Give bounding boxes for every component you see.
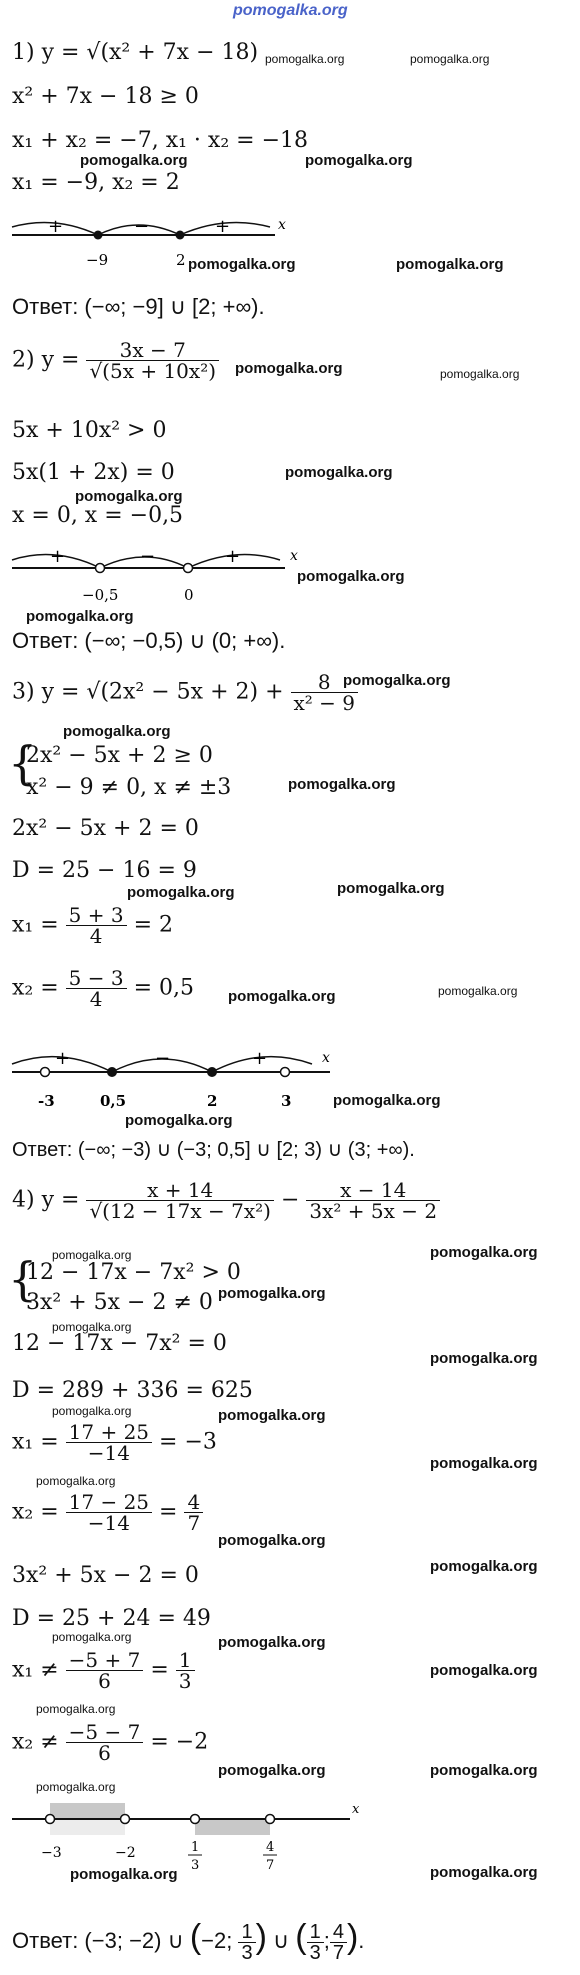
watermark: pomogalka.org <box>218 1634 326 1651</box>
watermark: pomogalka.org <box>396 256 504 273</box>
p3-sign-2: − <box>155 1048 171 1069</box>
p2-roots: x = 0, x = −0,5 <box>12 503 184 528</box>
watermark: pomogalka.org <box>70 1866 178 1883</box>
watermark: pomogalka.org <box>36 1780 116 1794</box>
watermark: pomogalka.org <box>440 367 520 381</box>
p2-answer: Ответ: (−∞; −0,5) ∪ (0; +∞). <box>12 628 286 653</box>
p1-answer: Ответ: (−∞; −9] ∪ [2; +∞). <box>12 294 265 319</box>
p4-tick-1: −3 <box>41 1845 62 1861</box>
watermark: pomogalka.org <box>75 488 183 505</box>
watermark: pomogalka.org <box>288 776 396 793</box>
watermark: pomogalka.org <box>410 52 490 66</box>
p3-tick-4: 3 <box>281 1092 292 1110</box>
p1-vieta: x₁ + x₂ = −7, x₁ · x₂ = −18 <box>12 128 308 153</box>
p3-sign-3: + <box>252 1048 268 1069</box>
p1-function: 1) y = √(x² + 7x − 18) <box>12 40 259 65</box>
watermark: pomogalka.org <box>63 723 171 740</box>
watermark: pomogalka.org <box>188 256 296 273</box>
p4-root-2: x₂ = $\frac{17 - 25}{-14}$ = $\frac{4}{7}$ <box>12 1492 203 1533</box>
watermark: pomogalka.org <box>235 360 343 377</box>
p1-axis-label: x <box>278 217 286 233</box>
p3-tick-2: 0,5 <box>100 1092 127 1110</box>
watermark: pomogalka.org <box>297 568 405 585</box>
p2-inequality: 5x + 10x² > 0 <box>12 418 167 443</box>
p4-equation-1: 12 − 17x − 7x² = 0 <box>12 1331 227 1356</box>
watermark: pomogalka.org <box>343 672 451 689</box>
p4-root-1: x₁ = $\frac{17 + 25}{-14}$ = −3 <box>12 1420 217 1465</box>
p3-sign-1: + <box>55 1048 71 1069</box>
watermark: pomogalka.org <box>127 884 235 901</box>
p3-tick-1: -3 <box>38 1092 55 1110</box>
p3-equation: 2x² − 5x + 2 = 0 <box>12 816 199 841</box>
watermark: pomogalka.org <box>430 1244 538 1261</box>
watermark: pomogalka.org <box>26 608 134 625</box>
p4-answer: Ответ: (−3; −2) ∪ (−2; $\frac{1}{3}$ ) ∪ ( $\frac{1}{3}$ ; $\frac{4}{7}$ ). <box>12 1918 365 1964</box>
watermark: pomogalka.org <box>430 1762 538 1779</box>
watermark: pomogalka.org <box>218 1407 326 1424</box>
p2-tick-2: 0 <box>184 586 194 604</box>
watermark: pomogalka.org <box>80 152 188 169</box>
watermark: pomogalka.org <box>52 1320 132 1334</box>
p3-function: 3) y = √(2x² − 5x + 2) + $\frac{8}{\text{x² − 9}}$ <box>12 672 358 713</box>
p1-roots: x₁ = −9, x₂ = 2 <box>12 170 180 195</box>
p3-axis-label: x <box>322 1050 330 1066</box>
watermark: pomogalka.org <box>333 1092 441 1109</box>
p4-discriminant-1: D = 289 + 336 = 625 <box>12 1378 253 1403</box>
watermark: pomogalka.org <box>218 1762 326 1779</box>
p3-answer: Ответ: (−∞; −3) ∪ (−3; 0,5] ∪ [2; 3) ∪ (3; +∞). <box>12 1139 415 1161</box>
p4-number-line <box>0 1795 380 1885</box>
p2-sign-2: − <box>140 546 156 567</box>
watermark: pomogalka.org <box>430 1350 538 1367</box>
watermark: pomogalka.org <box>218 1285 326 1302</box>
p2-axis-label: x <box>290 548 298 564</box>
p4-tick-4-den: 7 <box>266 1858 275 1873</box>
watermark: pomogalka.org <box>438 984 518 998</box>
p4-root-3: x₁ ≠ $\frac{-5 + 7}{6}$ = $\frac{1}{3}$ <box>12 1650 195 1691</box>
watermark: pomogalka.org <box>36 1702 116 1716</box>
p2-number-line <box>0 538 320 608</box>
p3-system-line-1: 2x² − 5x + 2 ≥ 0 <box>26 743 213 768</box>
p4-system-brace: { <box>8 1252 38 1306</box>
p1-sign-1: + <box>48 216 64 237</box>
watermark: pomogalka.org <box>337 880 445 897</box>
p4-tick-3-den: 3 <box>191 1858 200 1873</box>
watermark: pomogalka.org <box>228 988 336 1005</box>
p4-tick-2: −2 <box>115 1845 136 1861</box>
watermark: pomogalka.org <box>430 1864 538 1881</box>
p3-number-line <box>0 1040 360 1120</box>
watermark-top: pomogalka.org <box>233 2 348 19</box>
watermark: pomogalka.org <box>285 464 393 481</box>
p2-factored: 5x(1 + 2x) = 0 <box>12 460 175 485</box>
p3-discriminant: D = 25 − 16 = 9 <box>12 858 197 883</box>
p2-tick-1: −0,5 <box>82 586 119 604</box>
p1-inequality: x² + 7x − 18 ≥ 0 <box>12 84 199 109</box>
watermark: pomogalka.org <box>52 1404 132 1418</box>
watermark: pomogalka.org <box>430 1662 538 1679</box>
watermark: pomogalka.org <box>218 1532 326 1549</box>
watermark: pomogalka.org <box>430 1558 538 1575</box>
watermark: pomogalka.org <box>36 1474 116 1488</box>
p4-discriminant-2: D = 25 + 24 = 49 <box>12 1606 211 1631</box>
p3-tick-3: 2 <box>207 1092 218 1110</box>
watermark: pomogalka.org <box>430 1455 538 1472</box>
p1-sign-3: + <box>215 216 231 237</box>
p4-system-line-1: 12 − 17x − 7x² > 0 <box>26 1260 241 1285</box>
watermark: pomogalka.org <box>265 52 345 66</box>
p3-root-1: x₁ = $\frac{5 + 3}{4}$ = 2 <box>12 903 174 948</box>
p4-axis-label: x <box>352 1802 360 1817</box>
p4-function: 4) y = $\frac{x + 14}{\text{√(12 − 17x − 7x²)}}$ − $\frac{x - 14}{\text{3x² + 5x − 2}}$ <box>12 1180 440 1221</box>
p1-tick-2: 2 <box>176 251 186 269</box>
watermark: pomogalka.org <box>305 152 413 169</box>
p4-tick-3-num: 1 <box>191 1840 200 1855</box>
p2-function: 2) y = $\frac{3x - 7}{\text{√(5x + 10x²)}}$ <box>12 340 219 381</box>
p1-sign-2: − <box>134 216 150 237</box>
p2-sign-3: + <box>225 546 241 567</box>
p4-system-line-2: 3x² + 5x − 2 ≠ 0 <box>26 1290 213 1315</box>
watermark: pomogalka.org <box>52 1248 132 1262</box>
p2-sign-1: + <box>50 546 66 567</box>
p4-tick-4-num: 4 <box>266 1840 275 1855</box>
p3-root-2: x₂ = $\frac{5 - 3}{4}$ = 0,5 <box>12 966 194 1011</box>
p3-system-brace: { <box>8 736 38 790</box>
p1-tick-1: −9 <box>86 251 109 269</box>
watermark: pomogalka.org <box>52 1630 132 1644</box>
p4-root-4: x₂ ≠ $\frac{-5 - 7}{6}$ = −2 <box>12 1720 209 1765</box>
watermark: pomogalka.org <box>125 1112 233 1129</box>
p3-system-line-2: x² − 9 ≠ 0, x ≠ ±3 <box>26 775 232 800</box>
p4-equation-2: 3x² + 5x − 2 = 0 <box>12 1563 199 1588</box>
